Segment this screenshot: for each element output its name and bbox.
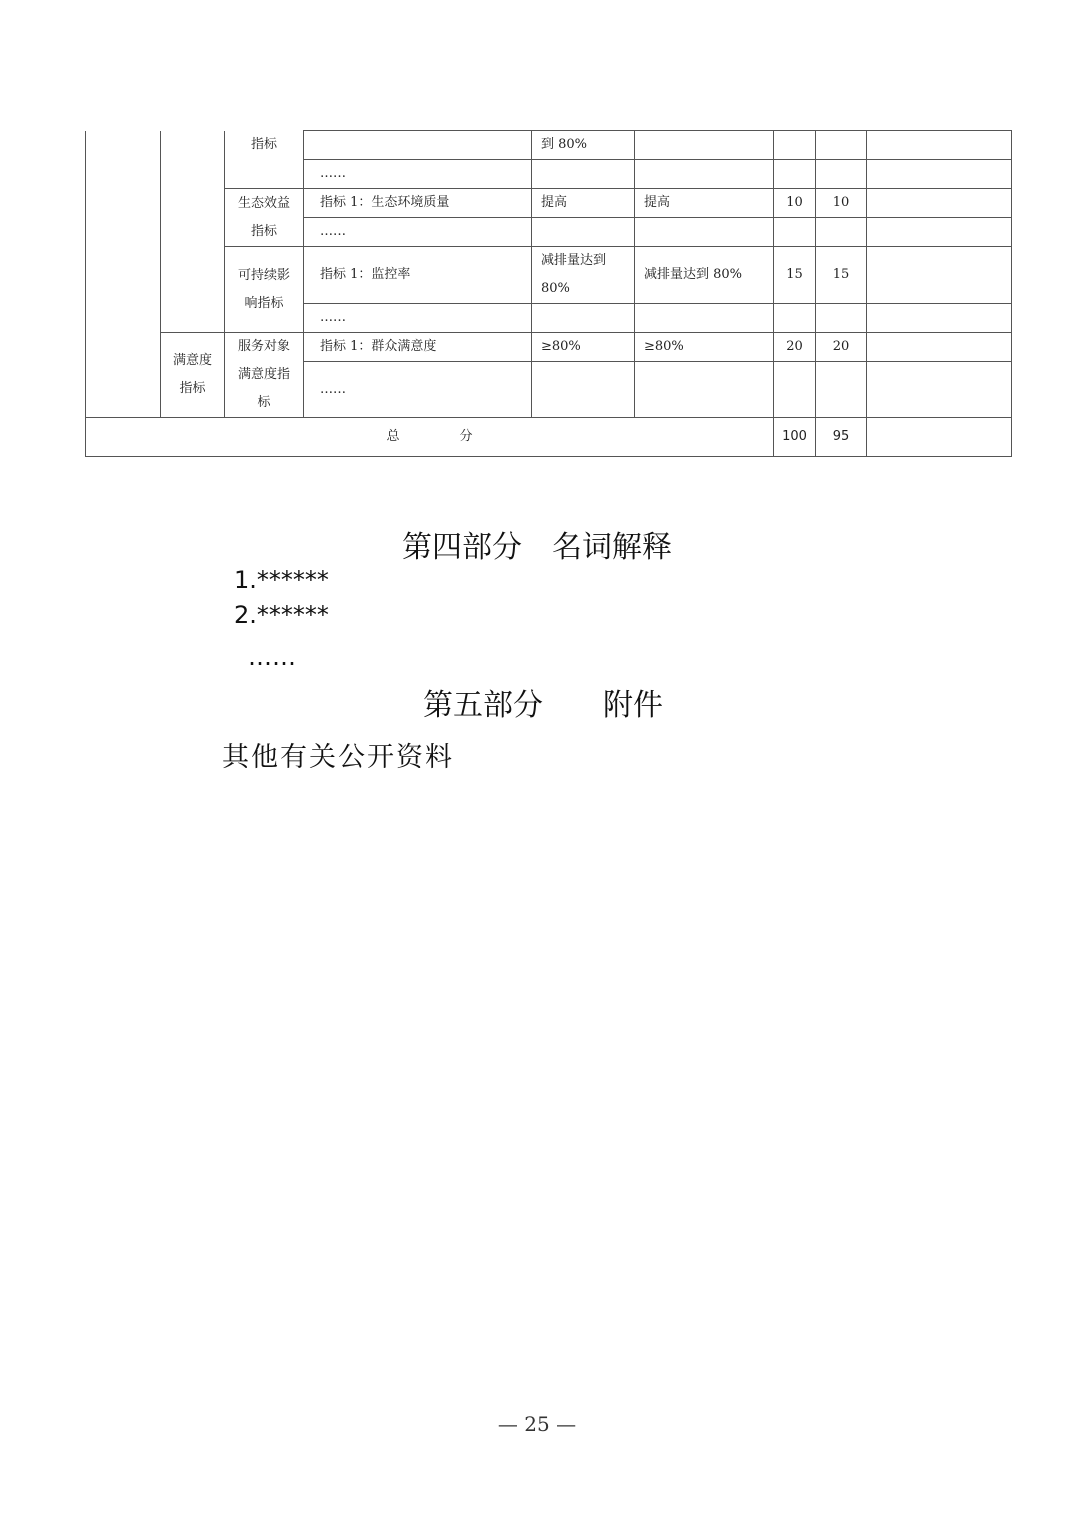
section5-body: 其他有关公开资料 (222, 742, 454, 773)
note-cell (867, 333, 1012, 362)
level2-cell (161, 131, 225, 333)
weight-cell (774, 218, 816, 247)
note-cell (867, 189, 1012, 218)
table-row (86, 189, 1012, 218)
target-cell (532, 160, 635, 189)
note-cell (867, 218, 1012, 247)
actual-cell: 减排量达到 80% (635, 247, 774, 304)
note-cell (867, 304, 1012, 333)
indicator-cell: …… (304, 160, 532, 189)
indicator-cell (304, 131, 532, 160)
table-row (86, 247, 1012, 304)
score-cell: 15 (816, 247, 867, 304)
category-cell: 满意度指标 (161, 333, 225, 418)
subcat-cell: 服务对象满意度指标 (225, 333, 304, 418)
total-weight-cell: 100 (774, 418, 816, 457)
score-cell (816, 131, 867, 160)
note-cell (867, 131, 1012, 160)
total-label: 总分 (386, 429, 533, 444)
table-row (86, 131, 1012, 160)
target-cell (532, 362, 635, 418)
subcat-cell: 生态效益指标 (225, 189, 304, 247)
score-cell: 10 (816, 189, 867, 218)
subcat-cell: 指标 (225, 131, 304, 189)
weight-cell: 15 (774, 247, 816, 304)
actual-cell (635, 362, 774, 418)
note-cell (867, 247, 1012, 304)
glossary-ellipsis: …… (248, 643, 296, 671)
total-score-cell: 95 (816, 418, 867, 457)
subcat-cell: 可持续影响指标 (225, 247, 304, 333)
actual-cell (635, 160, 774, 189)
score-cell (816, 362, 867, 418)
glossary-item-2: 2.****** (234, 601, 329, 629)
indicator-cell: 指标 1：群众满意度 (304, 333, 532, 362)
target-cell: 减排量达到80% (532, 247, 635, 304)
note-cell (867, 160, 1012, 189)
total-row (86, 418, 1012, 457)
weight-cell (774, 304, 816, 333)
weight-cell: 10 (774, 189, 816, 218)
glossary-item-1: 1.****** (234, 566, 329, 594)
target-cell (532, 304, 635, 333)
actual-cell (635, 304, 774, 333)
target-cell: 到 80% (532, 131, 635, 160)
target-cell (532, 218, 635, 247)
indicator-cell: …… (304, 362, 532, 418)
total-label-cell (86, 418, 774, 457)
weight-cell (774, 160, 816, 189)
score-cell: 20 (816, 333, 867, 362)
score-cell (816, 160, 867, 189)
score-cell (816, 218, 867, 247)
target-cell: 提高 (532, 189, 635, 218)
score-cell (816, 304, 867, 333)
weight-cell (774, 362, 816, 418)
indicator-cell: 指标 1：生态环境质量 (304, 189, 532, 218)
indicator-cell: 指标 1：监控率 (304, 247, 532, 304)
section5-title: 第五部分 附件 (423, 688, 663, 723)
indicator-cell: …… (304, 304, 532, 333)
page-number: — 25 — (497, 1412, 577, 1436)
note-cell (867, 362, 1012, 418)
level1-cell (86, 131, 161, 418)
actual-cell: ≥80% (635, 333, 774, 362)
weight-cell (774, 131, 816, 160)
weight-cell: 20 (774, 333, 816, 362)
actual-cell (635, 218, 774, 247)
section4-title: 第四部分 名词解释 (402, 530, 672, 565)
indicator-cell: …… (304, 218, 532, 247)
table-row (86, 333, 1012, 362)
total-note-cell (867, 418, 1012, 457)
actual-cell: 提高 (635, 189, 774, 218)
actual-cell (635, 131, 774, 160)
target-cell: ≥80% (532, 333, 635, 362)
performance-table (85, 130, 1012, 457)
